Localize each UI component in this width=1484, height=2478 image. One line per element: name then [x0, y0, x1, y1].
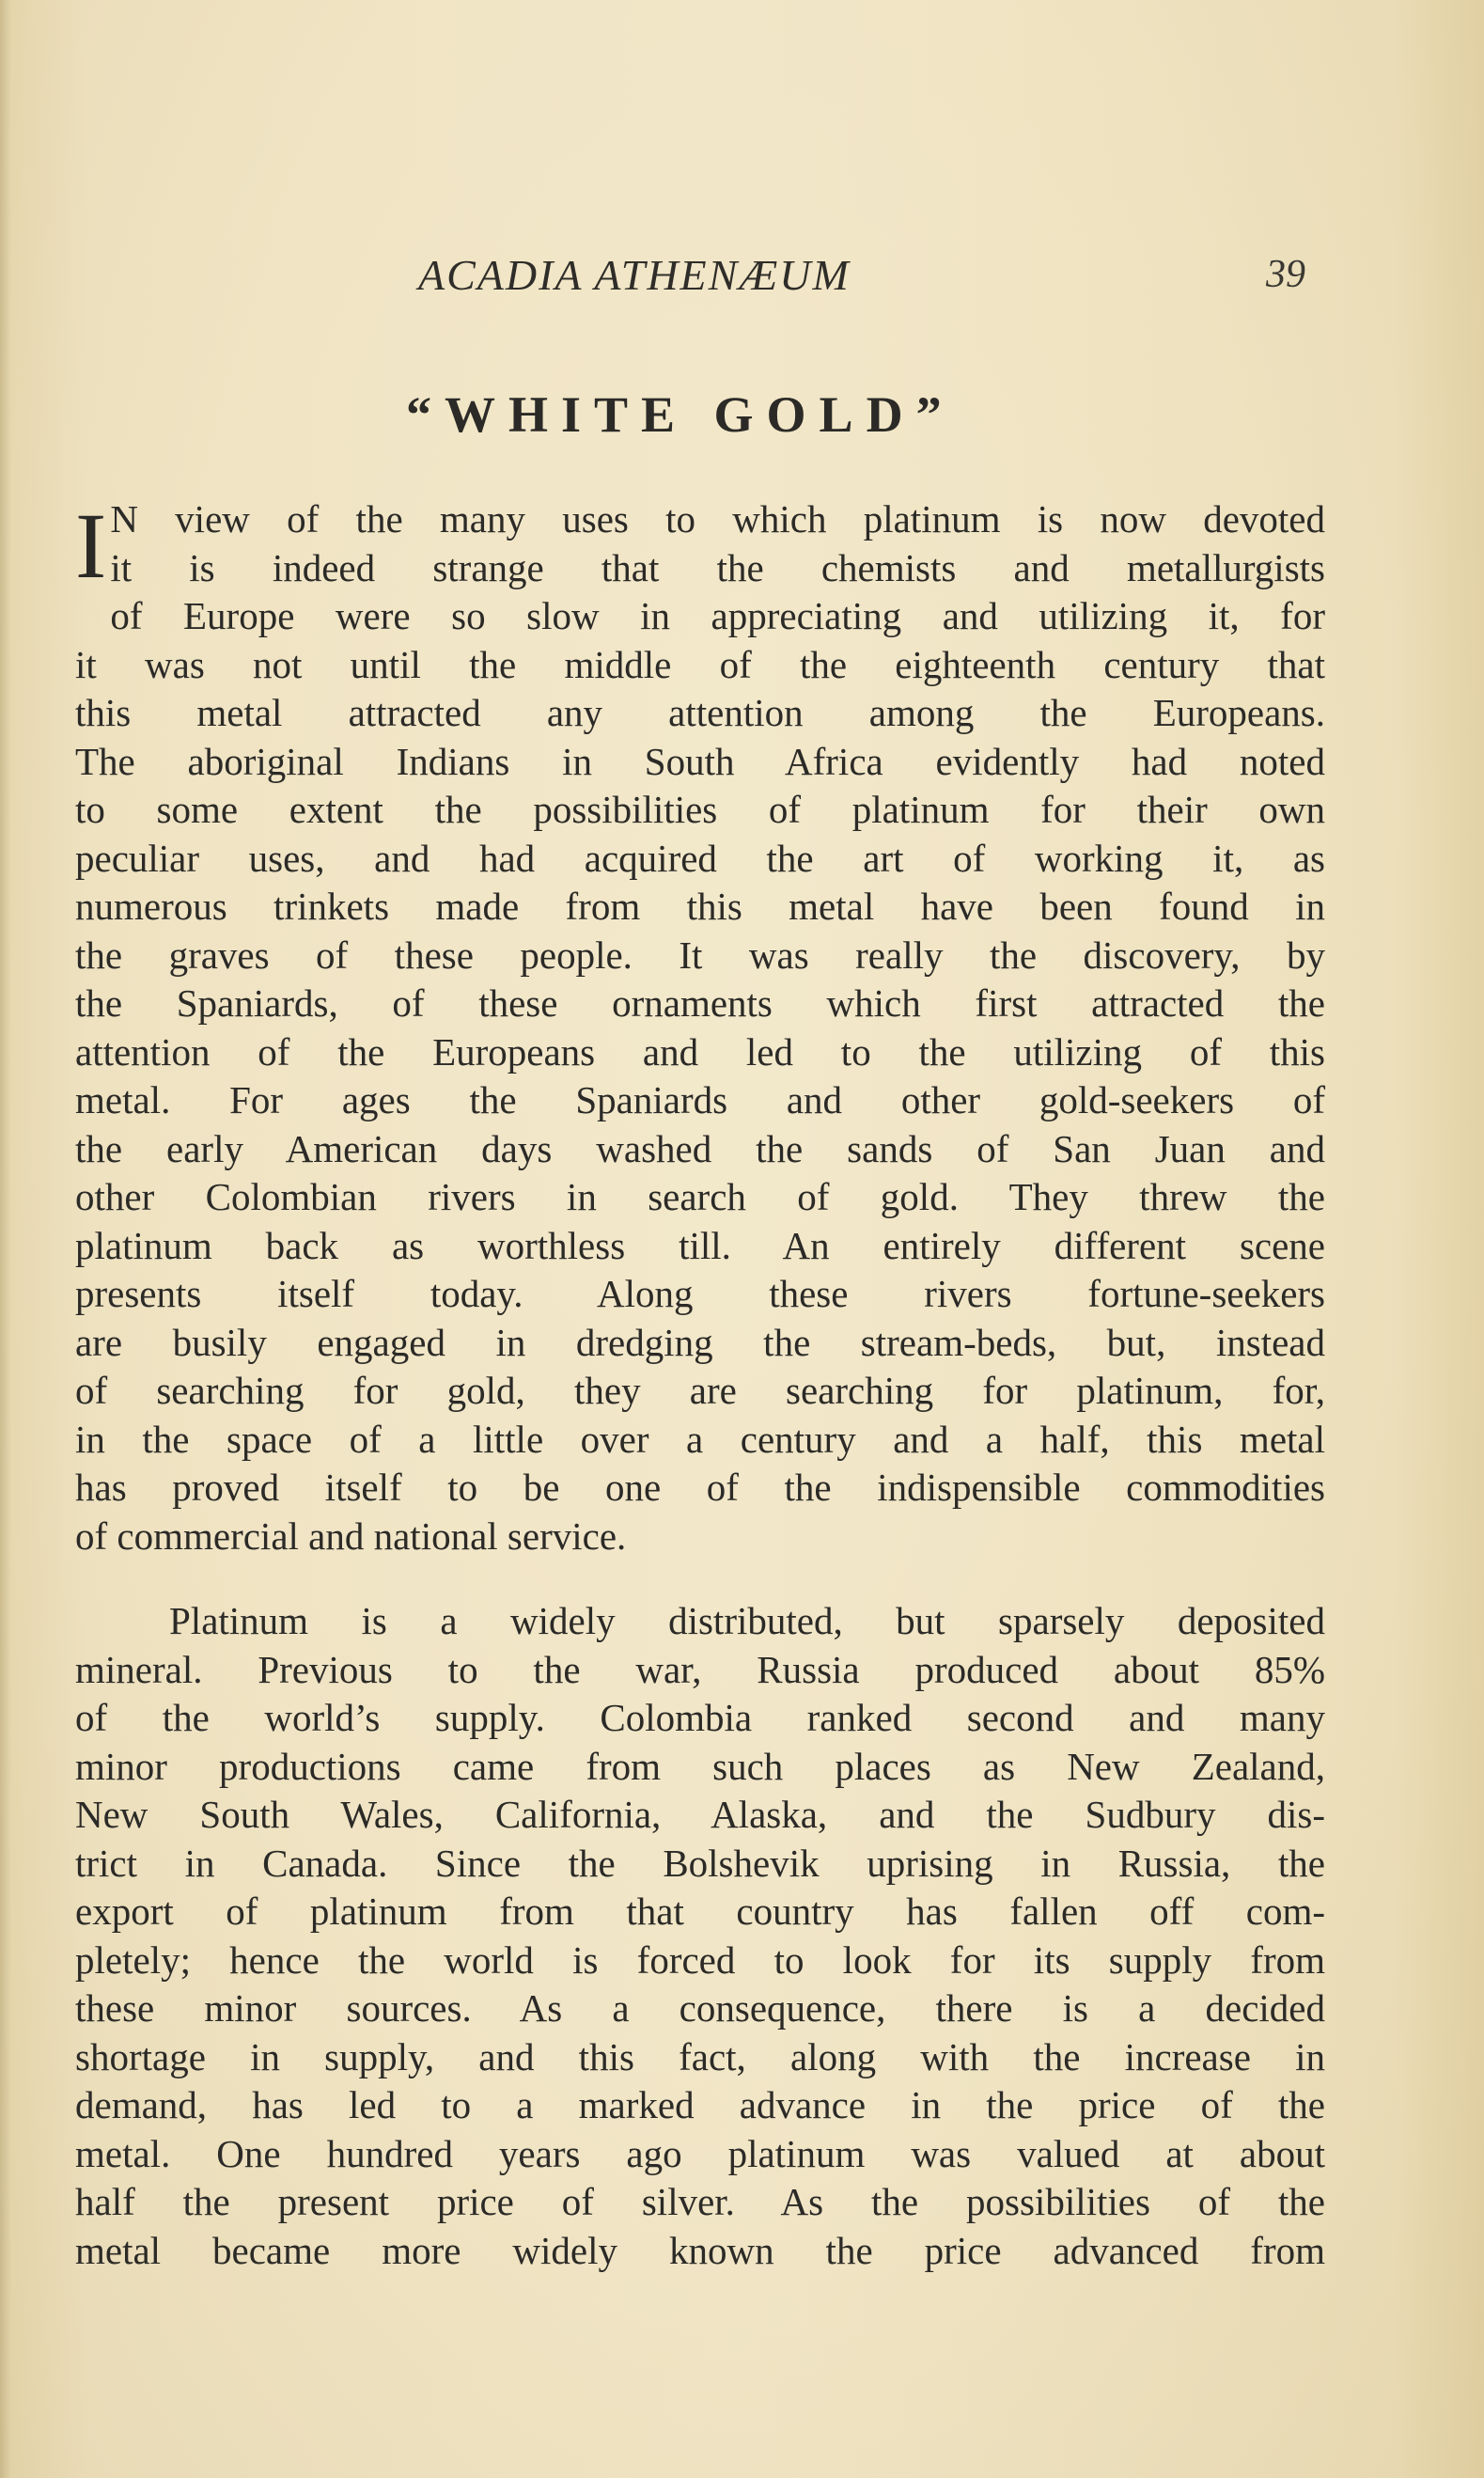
text-line: New South Wales, California, Alaska, and the Sudbury dis- [75, 1793, 1325, 1836]
text-line: shortage in supply, and this fact, along with the increase in [75, 2034, 1325, 2078]
text-line: peculiar uses, and had acquired the art of working it, as [75, 836, 1325, 880]
page-edge-shadow [0, 0, 11, 2478]
page-number: 39 [1266, 253, 1305, 296]
text-line: of Europe were so slow in appreciating and utilizing it, for [110, 594, 1325, 637]
text-line: of the world’s supply. Colombia ranked second and many [75, 1696, 1325, 1739]
paragraph-2 [75, 1597, 1325, 2275]
text-line: these minor sources. As a consequence, there is a decided [75, 1986, 1325, 2030]
text-line: presents itself today. Along these rivers fortune-seekers [75, 1272, 1325, 1315]
paragraph-1 [75, 495, 1325, 1561]
text-line: it was not until the middle of the eighteenth century that [75, 642, 1325, 686]
text-line: other Colombian rivers in search of gold. They threw the [75, 1175, 1325, 1218]
text-line: minor productions came from such places as New Zealand, [75, 1744, 1325, 1788]
text-line: half the present price of silver. As the possibilities of the [75, 2180, 1325, 2223]
text-line: metal. One hundred years ago platinum was valued at about [75, 2131, 1325, 2175]
text-line: attention of the Europeans and led to the utilizing of this [75, 1029, 1325, 1074]
text-line: pletely; hence the world is forced to look for its supply from [75, 1937, 1325, 1982]
text-line: to some extent the possibilities of platinum for their own [75, 788, 1325, 831]
text-line: platinum back as worthless till. An entirely different scene [75, 1223, 1325, 1267]
text-line: N view of the many uses to which platinum is now devoted [110, 497, 1325, 541]
running-head: ACADIA ATHENÆUM [418, 251, 851, 299]
text-line: mineral. Previous to the war, Russia produced about 85% [75, 1647, 1325, 1691]
text-line: numerous trinkets made from this metal have been found in [75, 885, 1325, 928]
text-line: The aboriginal Indians in South Africa evidently had noted [75, 739, 1325, 783]
article-title: “WHITE GOLD” [406, 386, 955, 443]
text-line: the graves of these people. It was really the discovery, by [75, 933, 1325, 977]
text-line: are busily engaged in dredging the stream-beds, but, instead [75, 1320, 1325, 1364]
text-line: Platinum is a widely distributed, but sparsely deposited [169, 1599, 1325, 1642]
drop-cap: I [75, 494, 107, 598]
text-line: the early American days washed the sands of San Juan and [75, 1126, 1325, 1170]
text-line: it is indeed strange that the chemists and metallurgists [110, 545, 1325, 589]
text-line: in the space of a little over a century and a half, this metal [75, 1417, 1325, 1461]
text-line: the Spaniards, of these ornaments which first attracted the [75, 981, 1325, 1025]
text-line: this metal attracted any attention among the Europeans. [75, 691, 1325, 734]
text-line: demand, has led to a marked advance in the price of the [75, 2083, 1325, 2126]
text-line: export of platinum from that country has fallen off com- [75, 1890, 1325, 1933]
text-line: has proved itself to be one of the indispensible commodities [75, 1466, 1325, 1509]
text-line: trict in Canada. Since the Bolshevik uprising in Russia, the [75, 1841, 1325, 1885]
text-line: of commercial and national service. [75, 1513, 627, 1558]
text-line: of searching for gold, they are searching for platinum, for, [75, 1369, 1325, 1412]
text-line: metal became more widely known the price advanced from [75, 2228, 1325, 2272]
text-line: metal. For ages the Spaniards and other gold-seekers of [75, 1078, 1325, 1121]
